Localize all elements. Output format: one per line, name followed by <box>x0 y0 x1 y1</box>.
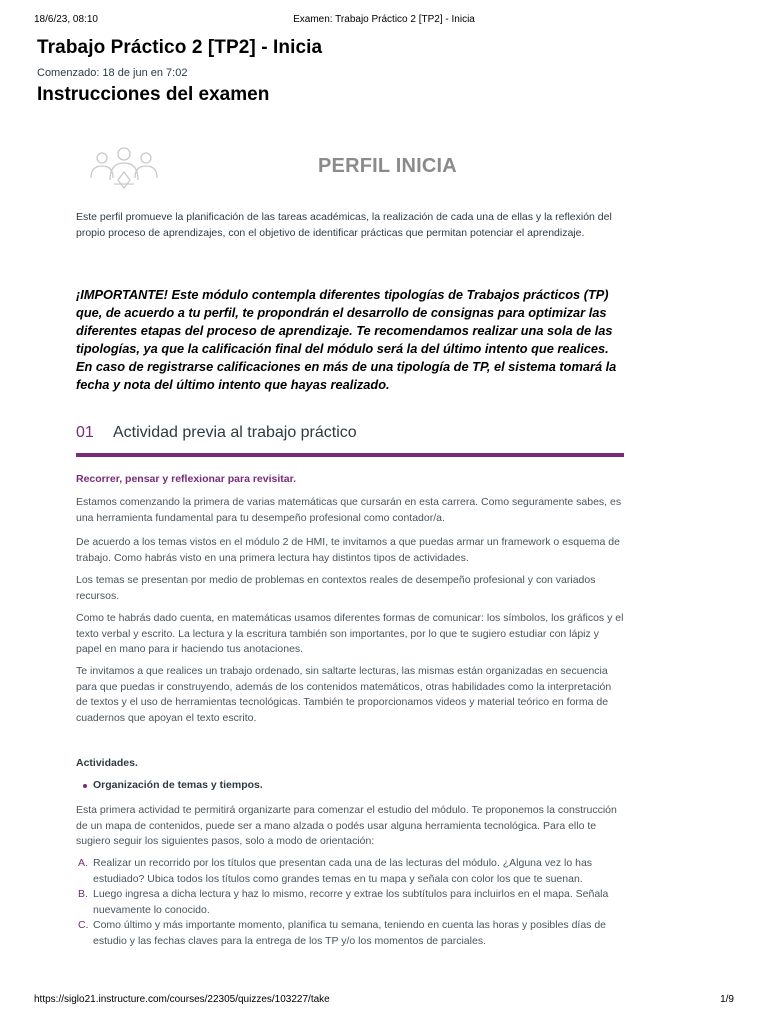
group-people-icon <box>88 144 160 190</box>
bullet-dot-icon <box>83 784 87 788</box>
print-footer <box>0 994 768 1008</box>
section-title: Actividad previa al trabajo práctico <box>113 424 357 441</box>
print-header <box>0 14 768 28</box>
activities-heading: Actividades. <box>76 757 138 769</box>
print-url[interactable]: https://siglo21.instructure.com/courses/22305/quizzes/103227/take <box>34 994 330 1005</box>
section-number: 01 <box>76 424 94 441</box>
section-subtitle: Recorrer, pensar y reflexionar para revisitar. <box>76 473 297 485</box>
instructions-heading: Instrucciones del examen <box>37 84 270 105</box>
step-text: Como último y más importante momento, planifica tu semana, teniendo en cuenta las horas y posibles días de estudio y las fechas claves para la entrega de los TP y/o los momentos de parciales. <box>93 919 607 947</box>
step-marker: B. <box>78 888 88 900</box>
section-paragraph: Los temas se presentan por medio de problemas en contextos reales de desempeño profesional y con variados recursos. <box>76 574 596 602</box>
section-paragraph: De acuerdo a los temas vistos en el módulo 2 de HMI, te invitamos a que puedas armar un framework o esquema de trabajo. Como habrás visto en una primera lectura hay distintos tipos de actividades. <box>76 536 620 564</box>
step-text: Realizar un recorrido por los títulos que presentan cada una de las lecturas del módulo. ¿Alguna vez lo has estudiado? Ubica todos los títulos como grandes temas en tu mapa y señala con color los que te suenan. <box>93 857 593 885</box>
activities-bullet-list <box>76 779 624 791</box>
bullet-item-text: Organización de temas y tiempos. <box>93 779 263 791</box>
print-date: 18/6/23, 08:10 <box>34 14 98 25</box>
step-item <box>76 856 624 887</box>
activity-steps-list <box>76 856 624 949</box>
activity-intro-text: Esta primera actividad te permitirá organizarte para comenzar el estudio del módulo. Te proponemos la construcción de un mapa de contenidos, puede ser a mano alzada o podés usar alguna herramienta tecnológica. Para ello te sugiero seguir los siguientes pasos, solo a modo de orientación: <box>76 804 617 847</box>
quiz-title: Trabajo Práctico 2 [TP2] - Inicia <box>37 37 323 58</box>
step-marker: C. <box>78 919 89 931</box>
quiz-started-time: Comenzado: 18 de jun en 7:02 <box>37 67 188 79</box>
section-divider <box>76 453 624 457</box>
step-marker: A. <box>78 857 88 869</box>
step-text: Luego ingresa a dicha lectura y haz lo mismo, recorre y extrae los subtítulos para incluirlos en el mapa. Señala nuevamente lo conocido. <box>93 888 609 916</box>
important-notice: ¡IMPORTANTE! Este módulo contempla diferentes tipologías de Trabajos prácticos (TP) que, de acuerdo a tu perfil, te propondrán el desarrollo de consignas para optimizar las diferentes etapas del proceso de aprendizaje. Te recomendamos realizar una sola de las tipologías, ya que la calificación final del módulo será la del último intento que realices. En caso de registrarse calificaciones en más de una tipología de TP, el sistema tomará la fecha y nota del último intento que hayas realizado. <box>76 287 617 392</box>
step-item <box>76 918 624 949</box>
profile-heading: PERFIL INICIA <box>318 155 457 177</box>
print-document-title: Examen: Trabajo Práctico 2 [TP2] - Inicia <box>293 14 475 25</box>
section-paragraph: Estamos comenzando la primera de varias matemáticas que cursarán en esta carrera. Como seguramente sabes, es una herramienta fundamental para tu desempeño profesional como contador/a. <box>76 496 622 524</box>
page-number: 1/9 <box>720 994 734 1005</box>
section-paragraph: Como te habrás dado cuenta, en matemáticas usamos diferentes formas de comunicar: los símbolos, los gráficos y el texto verbal y escrito. La lectura y la escritura también son importantes, por lo que te sugiero estudiar con lápiz y papel en mano para ir haciendo tus anotaciones. <box>76 612 624 655</box>
section-paragraph: Te invitamos a que realices un trabajo ordenado, sin saltarte lecturas, las mismas están organizadas en secuencia para que puedas ir construyendo, además de los contenidos matemáticos, otras habilidades como la interpretación de textos y el uso de herramientas tecnológicas. También te proporcionamos videos y material teórico en forma de cuadernos que apoyan el texto escrito. <box>76 665 612 724</box>
bullet-item <box>76 779 624 791</box>
step-item <box>76 887 624 918</box>
profile-intro-text: Este perfil promueve la planificación de las tareas académicas, la realización de cada una de ellas y la reflexión del propio proceso de aprendizajes, con el objetivo de identificar prácticas que permitan potenciar el aprendizaje. <box>76 211 612 239</box>
